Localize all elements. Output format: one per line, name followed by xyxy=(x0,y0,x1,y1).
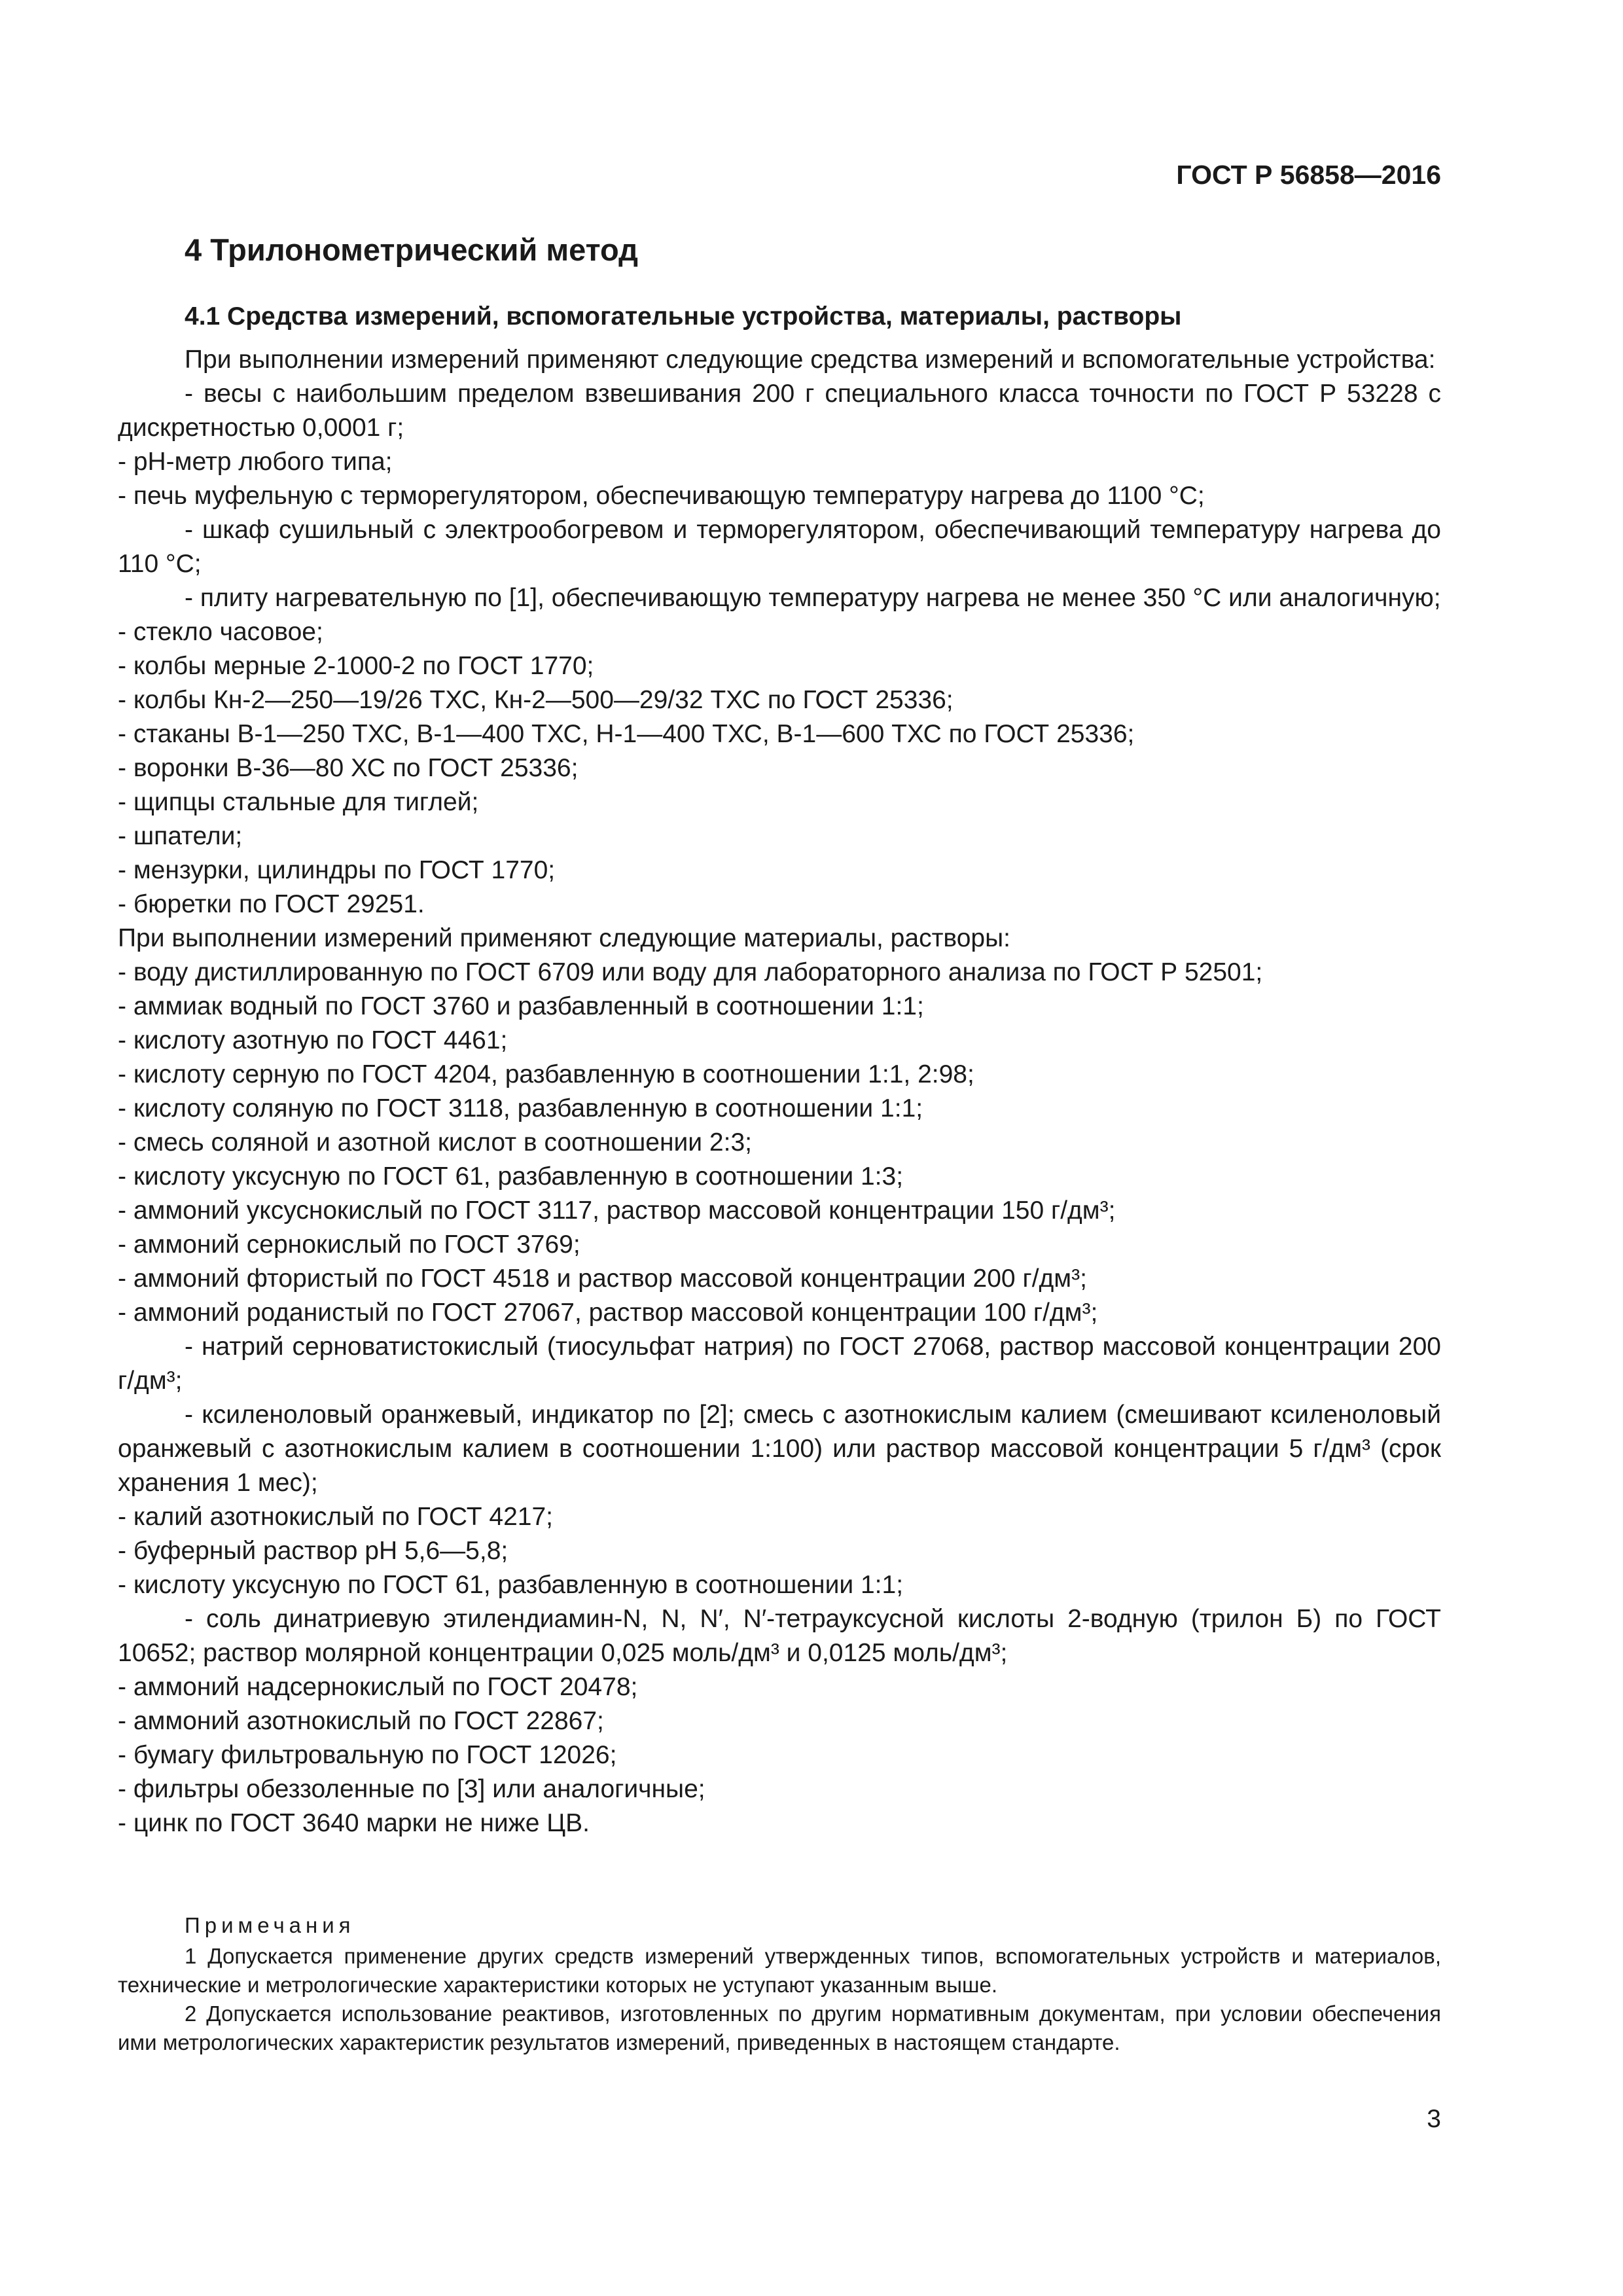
list-item: - аммоний надсернокислый по ГОСТ 20478; xyxy=(118,1673,638,1701)
list-item: - щипцы стальные для тиглей; xyxy=(118,788,479,816)
list-item: - ксиленоловый оранжевый, индикатор по [2]; смесь с азотнокислым калием (смешивают ксиленоловый оранжевый с азотнокислым калием в соотношении 1:100) или раствор массовой концентрации 5 г/дм³ (срок хранения 1 мес); xyxy=(118,1401,1441,1497)
materials-intro: При выполнении измерений применяют следующие материалы, растворы: xyxy=(118,924,1010,952)
standard-code: ГОСТ Р 56858—2016 xyxy=(1176,160,1441,190)
section-title: 4 Трилонометрический метод xyxy=(185,232,638,267)
list-item: - кислоту уксусную по ГОСТ 61, разбавленную в соотношении 1:3; xyxy=(118,1162,904,1191)
list-item: - бумагу фильтровальную по ГОСТ 12026; xyxy=(118,1741,617,1769)
list-item: - весы с наибольшим пределом взвешивания 200 г специального класса точности по ГОСТ Р 53228 с дискретностью 0,0001 г; xyxy=(118,380,1441,442)
list-item: - плиту нагревательную по [1], обеспечивающую температуру нагрева не менее 350 °С или аналогичную; xyxy=(185,584,1441,612)
list-item: - аммоний сернокислый по ГОСТ 3769; xyxy=(118,1230,580,1259)
notes-block xyxy=(118,1911,1441,2057)
list-item: - шкаф сушильный с электрообогревом и терморегулятором, обеспечивающий температуру нагрева до 110 °С; xyxy=(118,516,1441,578)
list-item: - печь муфельную с терморегулятором, обеспечивающую температуру нагрева до 1100 °С; xyxy=(118,482,1205,510)
document-body xyxy=(118,343,1441,1840)
list-item: - аммоний фтористый по ГОСТ 4518 и раствор массовой концентрации 200 г/дм³; xyxy=(118,1265,1087,1293)
list-item: - аммоний азотнокислый по ГОСТ 22867; xyxy=(118,1707,604,1735)
list-item: - кислоту азотную по ГОСТ 4461; xyxy=(118,1026,508,1054)
list-item: - кислоту уксусную по ГОСТ 61, разбавленную в соотношении 1:1; xyxy=(118,1571,904,1599)
list-item: - соль динатриевую этилендиамин-N, N, N′, N′-тетрауксусной кислоты 2-водную (трилон Б) по ГОСТ 10652; раствор молярной концентрации 0,025 моль/дм³ и 0,0125 моль/дм³; xyxy=(118,1605,1441,1667)
list-item: - колбы мерные 2-1000-2 по ГОСТ 1770; xyxy=(118,652,594,680)
list-item: - кислоту соляную по ГОСТ 3118, разбавленную в соотношении 1:1; xyxy=(118,1094,923,1122)
list-item: - аммиак водный по ГОСТ 3760 и разбавленный в соотношении 1:1; xyxy=(118,992,924,1020)
list-item: - бюретки по ГОСТ 29251. xyxy=(118,890,425,918)
note-item: 1 Допускается применение других средств измерений утвержденных типов, вспомогательных устройств и материалов, технические и метрологические характеристики которых не уступают указанным выше. xyxy=(118,1944,1441,1997)
note-item: 2 Допускается использование реактивов, изготовленных по другим нормативным документам, при условии обеспечения ими метрологических характеристик результатов измерений, приведенных в настоящем стандарте. xyxy=(118,2001,1441,2054)
list-item: - воронки В-36—80 ХС по ГОСТ 25336; xyxy=(118,754,579,782)
list-item: - буферный раствор рН 5,6—5,8; xyxy=(118,1537,508,1565)
list-item: - мензурки, цилиндры по ГОСТ 1770; xyxy=(118,856,556,884)
list-item: - рН-метр любого типа; xyxy=(118,448,393,476)
list-item: - стаканы В-1—250 ТХС, В-1—400 ТХС, Н-1—400 ТХС, В-1—600 ТХС по ГОСТ 25336; xyxy=(118,720,1135,748)
page-number: 3 xyxy=(1427,2105,1441,2133)
list-item: - смесь соляной и азотной кислот в соотношении 2:3; xyxy=(118,1128,752,1157)
list-item: - шпатели; xyxy=(118,822,243,850)
list-item: - аммоний роданистый по ГОСТ 27067, раствор массовой концентрации 100 г/дм³; xyxy=(118,1299,1098,1327)
instruments-intro: При выполнении измерений применяют следующие средства измерений и вспомогательные устройства: xyxy=(185,346,1436,374)
list-item: - аммоний уксуснокислый по ГОСТ 3117, раствор массовой концентрации 150 г/дм³; xyxy=(118,1196,1116,1225)
list-item: - кислоту серную по ГОСТ 4204, разбавленную в соотношении 1:1, 2:98; xyxy=(118,1060,974,1088)
list-item: - натрий серноватистокислый (тиосульфат натрия) по ГОСТ 27068, раствор массовой концентрации 200 г/дм³; xyxy=(118,1333,1441,1395)
list-item: - стекло часовое; xyxy=(118,618,323,646)
notes-heading: Примечания xyxy=(185,1913,355,1937)
list-item: - цинк по ГОСТ 3640 марки не ниже ЦВ. xyxy=(118,1809,590,1837)
list-item: - воду дистиллированную по ГОСТ 6709 или воду для лабораторного анализа по ГОСТ Р 52501; xyxy=(118,958,1263,986)
list-item: - колбы Кн-2—250—19/26 ТХС, Кн-2—500—29/32 ТХС по ГОСТ 25336; xyxy=(118,686,954,714)
list-item: - фильтры обеззоленные по [3] или аналогичные; xyxy=(118,1775,705,1803)
list-item: - калий азотнокислый по ГОСТ 4217; xyxy=(118,1503,553,1531)
subsection-title: 4.1 Средства измерений, вспомогательные устройства, материалы, растворы xyxy=(185,302,1182,331)
